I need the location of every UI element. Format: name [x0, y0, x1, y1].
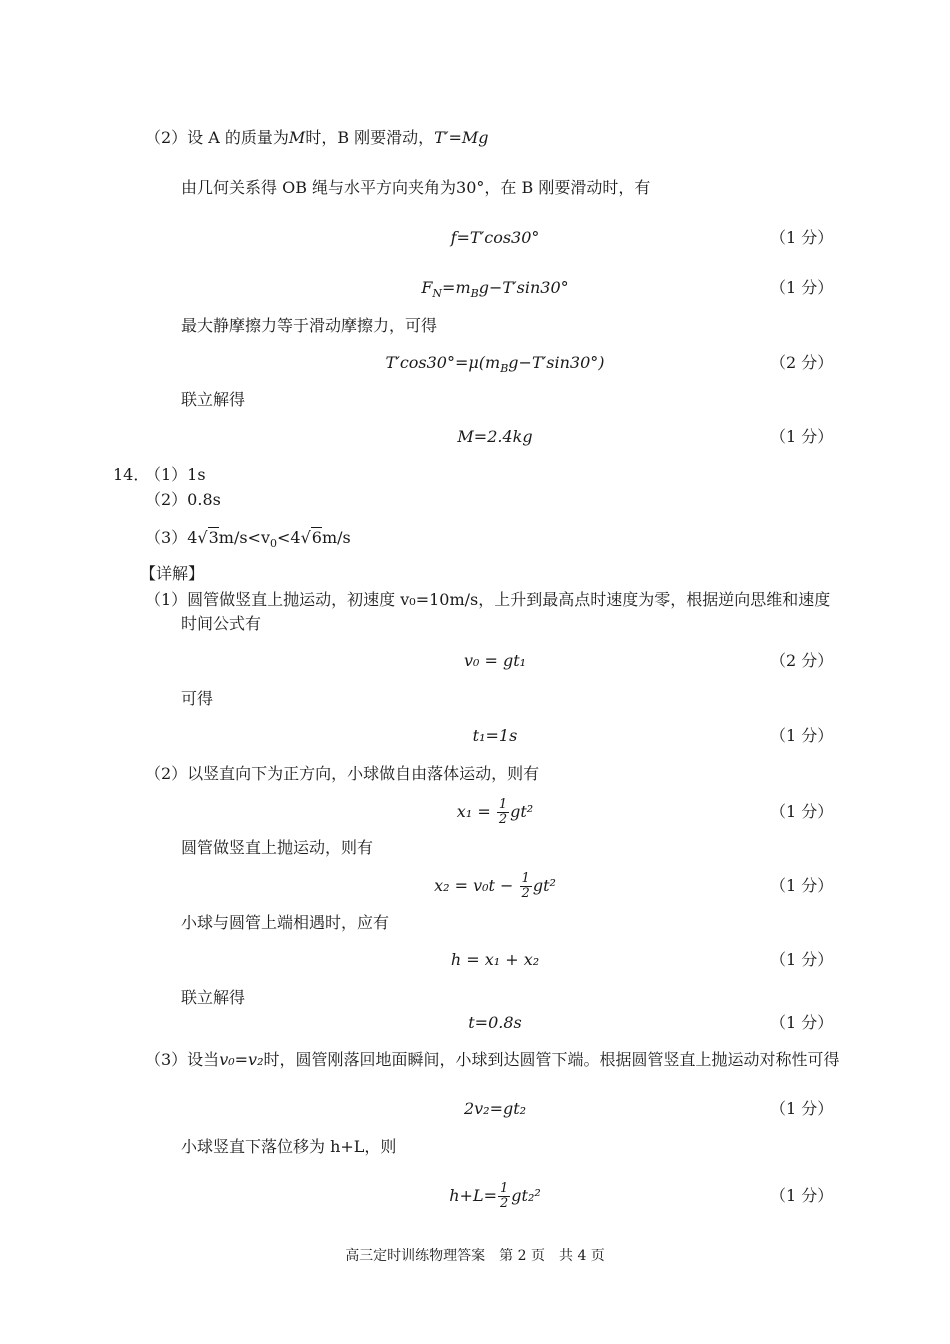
- p14-part1-text: （1）圆管做竖直上抛运动，初速度 v₀=10m/s，上升到最高点时速度为零，根据逆向思维和速度: [145, 590, 831, 609]
- text: g−T′sin30°: [478, 278, 569, 297]
- score-normal-force: （1 分）: [770, 278, 834, 297]
- text: B: [470, 287, 479, 301]
- eq-normal-force: [300, 278, 690, 304]
- tube-text: 圆管做竖直上抛运动，则有: [181, 838, 374, 857]
- eq-friction-coefficient: [300, 353, 690, 379]
- text: 4: [187, 528, 198, 547]
- score-h-plus-L: （1 分）: [770, 1186, 834, 1205]
- text: gt²: [510, 802, 534, 821]
- score-friction: （1 分）: [770, 228, 834, 247]
- score-2v2: （1 分）: [770, 1099, 834, 1118]
- score-x2: （1 分）: [770, 876, 834, 895]
- p13-solve-text: 联立解得: [181, 390, 246, 409]
- p14-part3-text: [145, 1050, 840, 1070]
- drop-text: 小球竖直下落位移为 h+L，则: [181, 1137, 397, 1156]
- eq-friction: f=T′cos30°: [450, 228, 540, 247]
- text: B: [500, 362, 509, 376]
- p13-max-static-text: 最大静摩擦力等于滑动摩擦力，可得: [181, 316, 438, 335]
- text: 1: [521, 871, 530, 886]
- text: 1: [499, 1181, 509, 1196]
- p14-part1-text-cont: 时间公式有: [181, 614, 262, 633]
- text: =m: [442, 278, 471, 297]
- eq-t1: t₁=1s: [472, 726, 518, 745]
- eq-h: h = x₁ + x₂: [450, 950, 540, 969]
- score-v0: （2 分）: [770, 651, 834, 670]
- text: h+L=: [449, 1186, 497, 1205]
- sqrt-radicand: 6: [311, 528, 322, 547]
- can-get-text: 可得: [181, 689, 214, 708]
- text: （3）设当: [145, 1050, 220, 1069]
- eq-x2: [300, 872, 690, 901]
- score-x1: （1 分）: [770, 802, 834, 821]
- p14-part2-text: （2）以竖直向下为正方向，小球做自由落体运动，则有: [145, 764, 540, 783]
- text: 2: [498, 812, 508, 827]
- text: F: [421, 278, 433, 297]
- eq-v0: v₀ = gt₁: [463, 651, 527, 670]
- text: m/s<v: [218, 528, 270, 547]
- text: （3）: [145, 528, 188, 547]
- meet-text: 小球与圆管上端相遇时，应有: [181, 913, 390, 932]
- text: 时，圆管刚落回地面瞬间，小球到达圆管下端。根据圆管竖直上抛运动对称性可得: [263, 1050, 840, 1069]
- eq-h-plus-L: [300, 1182, 690, 1211]
- text: T′cos30°=μ(m: [385, 353, 501, 372]
- text: x₂ = v₀t −: [434, 876, 519, 895]
- p14-answer-2: （2）0.8s: [145, 490, 221, 509]
- score-h: （1 分）: [770, 950, 834, 969]
- p14-answer-1: （1）1s: [145, 465, 206, 484]
- text: x₁ =: [456, 802, 496, 821]
- p13-geometry-text: 由几何关系得 OB 绳与水平方向夹角为30°，在 B 刚要滑动时，有: [181, 178, 651, 197]
- detail-header: 【详解】: [140, 564, 205, 583]
- p13-part2-intro: [145, 128, 489, 148]
- p14-solve-text: 联立解得: [181, 988, 246, 1007]
- page-footer: 高三定时训练物理答案 第 2 页 共 4 页: [345, 1248, 605, 1264]
- sqrt-radicand: 3: [208, 528, 219, 547]
- p14-answer-3: $(3)4√3m/s<v_0<4√6m/s$: [145, 528, 351, 551]
- eq-t: t=0.8s: [468, 1013, 522, 1032]
- text: gt²: [532, 876, 556, 895]
- text: N: [432, 287, 443, 301]
- score-mass-result: （1 分）: [770, 427, 834, 446]
- text: 0: [269, 537, 277, 551]
- text: m/s: [321, 528, 351, 547]
- var-M: M: [288, 128, 306, 147]
- text: g−T′sin30°): [508, 353, 605, 372]
- eq-2v2: 2v₂=gt₂: [463, 1099, 527, 1118]
- p14-number: 14．: [113, 465, 150, 484]
- condition-equation: v₀=v₂: [219, 1050, 264, 1069]
- text: <4: [276, 528, 301, 547]
- fraction: [497, 798, 509, 827]
- text: 2: [499, 1196, 509, 1211]
- eq-x1: [300, 798, 690, 827]
- tension-equation: T′=Mg: [434, 128, 489, 147]
- fraction: [498, 1182, 510, 1211]
- text: 时，B 刚要滑动，: [305, 128, 435, 147]
- text: （2）设 A 的质量为: [145, 128, 289, 147]
- score-friction-coefficient: （2 分）: [770, 353, 834, 372]
- text: 2: [521, 886, 530, 901]
- score-t1: （1 分）: [770, 726, 834, 745]
- eq-mass-result: M=2.4kg: [457, 427, 533, 446]
- score-t: （1 分）: [770, 1013, 834, 1032]
- fraction: [520, 872, 532, 901]
- text: 1: [498, 797, 508, 812]
- text: gt₂²: [511, 1186, 541, 1205]
